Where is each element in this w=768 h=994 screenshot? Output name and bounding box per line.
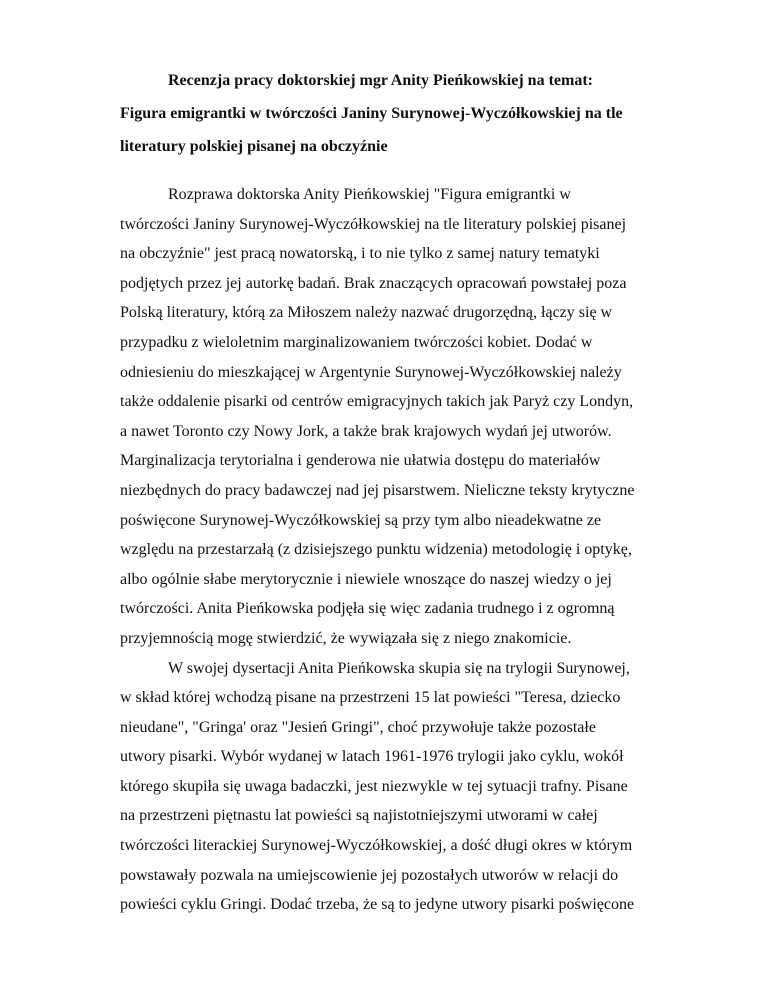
body-line: podjętych przez jej autorkę badań. Brak znaczących opracowań powstałej poza [120,274,627,292]
body-line: a nawet Toronto czy Nowy Jork, a także brak krajowych wydań jej utworów. [120,422,612,440]
body-line: niezbędnych do pracy badawczej nad jej pisarstwem. Nieliczne teksty krytyczne [120,481,635,499]
document-title [120,64,680,163]
body-line: Marginalizacja terytorialna i genderowa nie ułatwia dostępu do materiałów [120,452,601,470]
title-line: literatury polskiej pisanej na obczyźnie [120,138,388,155]
body-line: Rozprawa doktorska Anity Pieńkowskiej "Figura emigrantki w [168,186,571,203]
body-line: W swojej dysertacji Anita Pieńkowska skupia się na trylogii Surynowej, [168,659,630,677]
body-line: w skład której wchodzą pisane na przestrzeni 15 lat powieści "Teresa, dziecko [120,689,621,707]
body-line: twórczości literackiej Surynowej-Wyczółkowskiej, a dość długi okres w którym [120,837,633,855]
body-line: poświęcone Surynowej-Wyczółkowskiej są przy tym albo nieadekwatne ze [120,511,602,529]
body-line: Polską literatury, którą za Miłoszem należy nazwać drugorzędną, łączy się w [120,304,613,322]
title-line: Figura emigrantki w twórczości Janiny Surynowej-Wyczółkowskiej na tle [120,105,623,122]
body-line: twórczości Janiny Surynowej-Wyczółkowskiej na tle literatury polskiej pisanej [120,215,627,233]
body-line: przyjemnością mogę stwierdzić, że wywiązała się z niego znakomicie. [120,629,572,647]
title-line: Recenzja pracy doktorskiej mgr Anity Pieńkowskiej na temat: [168,72,593,89]
body-line: także oddalenie pisarki od centrów emigracyjnych takich jak Paryż czy Londyn, [120,393,634,411]
body-line: na przestrzeni piętnastu lat powieści są najistotniejszymi utworami w całej [120,807,598,825]
body-line: nieudane", "Gringa' oraz "Jesień Gringi", choć przywołuje także pozostałe [120,718,596,736]
body-line: względu na przestarzałą (z dzisiejszego punktu widzenia) metodologię i optykę, [120,541,632,559]
body-line: na obczyźnie" jest pracą nowatorską, i to nie tylko z samej natury tematyki [120,245,600,263]
body-line: przypadku z wieloletnim marginalizowaniem twórczości kobiet. Dodać w [120,333,593,351]
document-body [120,180,700,920]
body-line: utwory pisarki. Wybór wydanej w latach 1961-1976 trylogii jako cyklu, wokół [120,748,624,766]
body-line: albo ogólnie słabe merytorycznie i niewiele wnoszące do naszej wiedzy o jej [120,570,612,588]
body-line: twórczości. Anita Pieńkowska podjęła się więc zadania trudnego i z ogromną [120,600,615,618]
body-line: powieści cyklu Gringi. Dodać trzeba, że są to jedyne utwory pisarki poświęcone [120,896,635,914]
body-line: powstawały pozwala na umiejscowienie jej pozostałych utworów w relacji do [120,866,619,884]
body-line: odniesieniu do mieszkającej w Argentynie Surynowej-Wyczółkowskiej należy [120,363,622,381]
body-line: którego skupiła się uwaga badaczki, jest niezwykle w tej sytuacji trafny. Pisane [120,777,628,795]
